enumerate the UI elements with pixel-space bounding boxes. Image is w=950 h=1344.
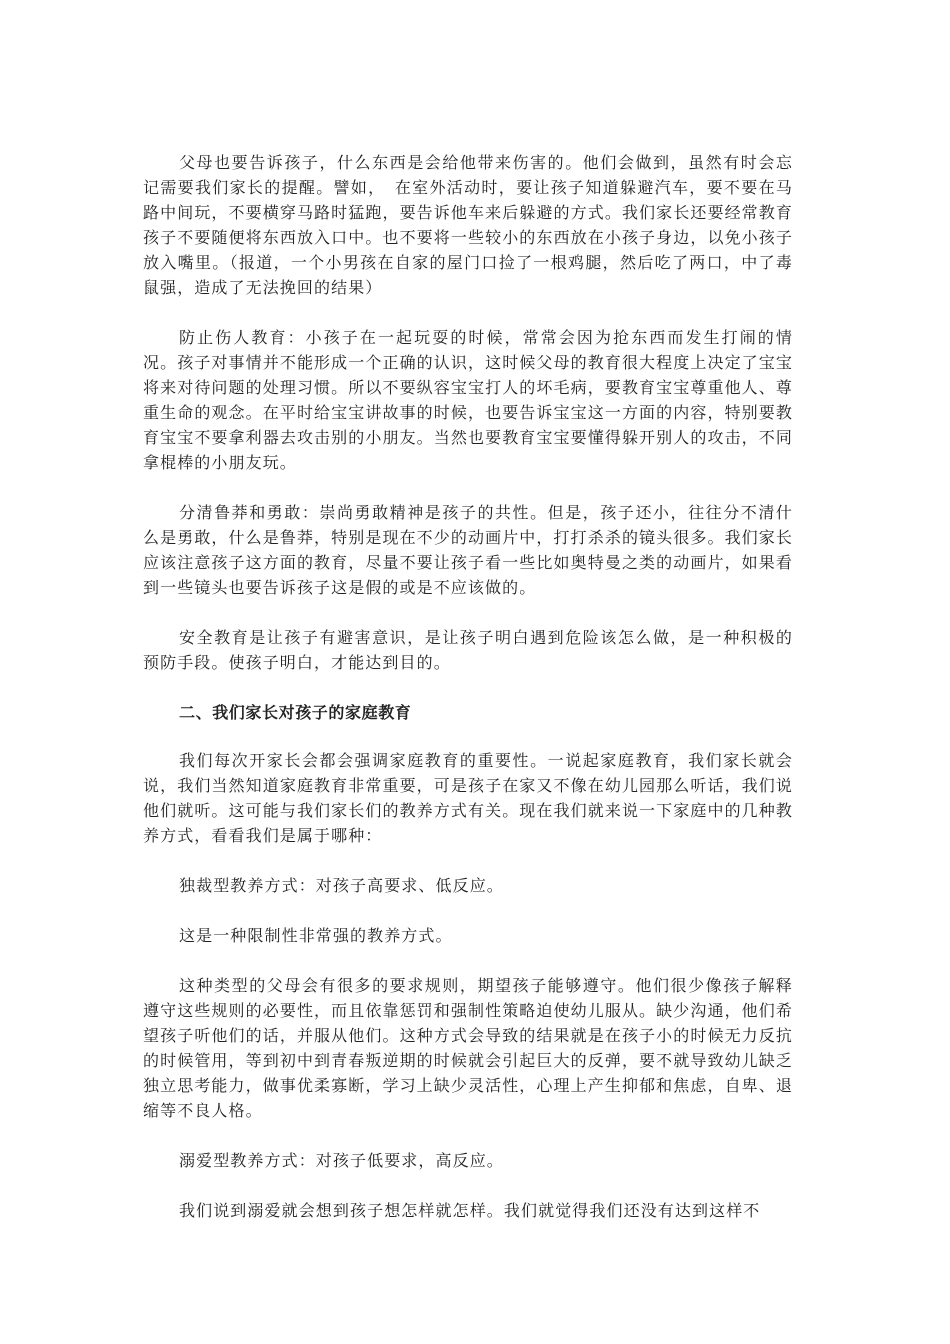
- paragraph-family-education: 我们每次开家长会都会强调家庭教育的重要性。一说起家庭教育，我们家长就会说，我们当然知道家庭教育非常重要，可是孩子在家又不像在幼儿园那么听话，我们说他们就听。这可能与我们家长们的教养方式有关。现在我们就来说一下家庭中的几种教养方式，看看我们是属于哪种：: [143, 751, 793, 845]
- paragraph-restrictive: 这是一种限制性非常强的教养方式。: [179, 926, 453, 945]
- paragraph-safety-education: 安全教育是让孩子有避害意识，是让孩子明白遇到危险该怎么做，是一种积极的预防手段。使孩子明白，才能达到目的。: [143, 628, 793, 672]
- paragraph-injury-prevention: 防止伤人教育：小孩子在一起玩耍的时候，常常会因为抢东西而发生打闹的情况。孩子对事情并不能形成一个正确的认识，这时候父母的教育很大程度上决定了宝宝将来对待问题的处理习惯。所以不要纵容宝宝打人的坏毛病，要教育宝宝尊重他人、尊重生命的观念。在平时给宝宝讲故事的时候，也要告诉宝宝这一方面的内容，特别要教育宝宝不要拿利器去攻击别的小朋友。当然也要教育宝宝要懂得躲开别人的攻击，不同拿棍棒的小朋友玩。: [143, 328, 793, 472]
- paragraph-authoritarian-style: 独裁型教养方式：对孩子高要求、低反应。: [179, 876, 504, 895]
- section-heading: 二、我们家长对孩子的家庭教育: [179, 703, 412, 722]
- paragraph-authoritarian-detail: 这种类型的父母会有很多的要求规则，期望孩子能够遵守。他们很少像孩子解释遵守这些规则的必要性，而且依靠惩罚和强制性策略迫使幼儿服从。缺少沟通，他们希望孩子听他们的话，并服从他们。这种方式会导致的结果就是在孩子小的时候无力反抗的时候管用，等到初中到青春叛逆期的时候就会引起巨大的反弹，要不就导致幼儿缺乏独立思考能力，做事优柔寡断，学习上缺少灵活性，心理上产生抑郁和焦虑，自卑、退缩等不良人格。: [143, 976, 793, 1120]
- paragraph-indulgent-style: 溺爱型教养方式：对孩子低要求，高反应。: [179, 1151, 504, 1170]
- paragraph-harm-awareness: 父母也要告诉孩子，什么东西是会给他带来伤害的。他们会做到，虽然有时会忘记需要我们家长的提醒。譬如， 在室外活动时，要让孩子知道躲避汽车，要不要在马路中间玩，不要横穿马路时猛跑，要告诉他车来后躲避的方式。我们家长还要经常教育孩子不要随便将东西放入口中。也不要将一些较小的东西放在小孩子身边，以免小孩子放入嘴里。（报道，一个小男孩在自家的屋门口捡了一根鸡腿，然后吃了两口，中了毒鼠强，造成了无法挽回的结果）: [143, 153, 793, 297]
- paragraph-indulgent-detail: 我们说到溺爱就会想到孩子想怎样就怎样。我们就觉得我们还没有达到这样不: [179, 1201, 761, 1220]
- paragraph-courage-vs-recklessness: 分清鲁莽和勇敢：崇尚勇敢精神是孩子的共性。但是，孩子还小，往往分不清什么是勇敢，什么是鲁莽，特别是现在不少的动画片中，打打杀杀的镜头很多。我们家长应该注意孩子这方面的教育，尽量不要让孩子看一些比如奥特曼之类的动画片，如果看到一些镜头也要告诉孩子这是假的或是不应该做的。: [143, 503, 793, 597]
